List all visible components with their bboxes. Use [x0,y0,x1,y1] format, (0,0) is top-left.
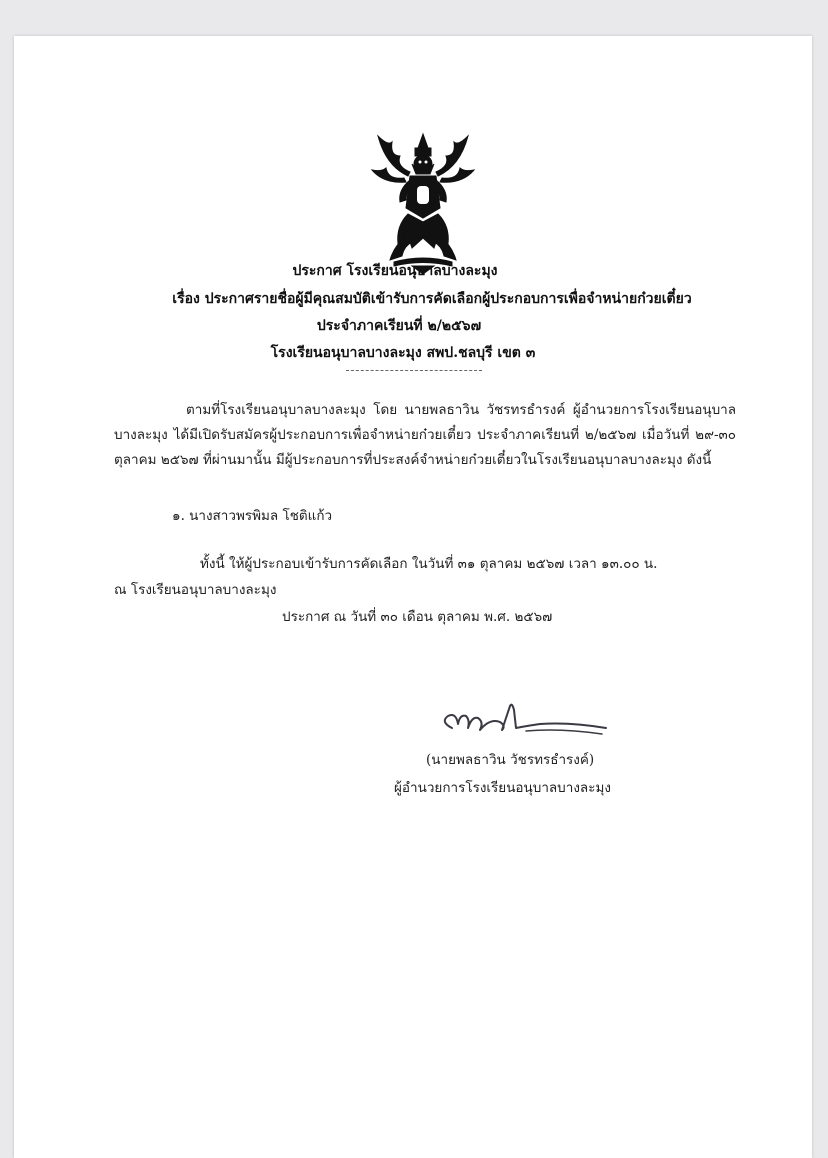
body-paragraph-text: ตามที่โรงเรียนอนุบาลบางละมุง โดย นายพลธาวิน วัชรทรธำรงค์ ผู้อำนวยการโรงเรียนอนุบาลบางละมุง ได้มีเปิดรับสมัครผู้ประกอบการเพื่อจำหน่ายก๋วยเตี๋ยว ประจำภาคเรียนที่ ๒/๒๕๖๗ เมื่อวันที่ ๒๙-๓๐ ตุลาคม ๒๕๖๗ ที่ผ่านมานั้น มีผู้ประกอบการที่ประสงค์จำหน่ายก๋วยเตี๋ยวในโรงเรียนอนุบาลบางละมุง ดังนี้ [114,402,736,468]
selection-notice: ทั้งนี้ ให้ผู้ประกอบเข้ารับการคัดเลือก ในวันที่ ๓๑ ตุลาคม ๒๕๖๗ เวลา ๑๓.๐๐ น. [200,556,658,572]
school-office-line: โรงเรียนอนุบาลบางละมุง สพป.ชลบุรี เขต ๓ [270,345,536,361]
document-page [14,36,812,1158]
signer-name: (นายพลธาวิน วัชรทรธำรงค์) [426,752,595,768]
announcement-date: ประกาศ ณ วันที่ ๓๐ เดือน ตุลาคม พ.ศ. ๒๕๖๗ [282,609,553,625]
header-divider [346,370,482,371]
garuda-emblem-icon [368,126,478,276]
body-paragraph [114,398,736,473]
signer-position: ผู้อำนวยการโรงเรียนอนุบาลบางละมุง [394,780,611,796]
announcement-subject: เรื่อง ประกาศรายชื่อผู้มีคุณสมบัติเข้ารับการคัดเลือกผู้ประกอบการเพื่อจำหน่ายก๋วยเตี๋ยว [172,291,692,307]
list-item: ๑. นางสาวพรพิมล โชติแก้ว [172,508,333,524]
announcement-title: ประกาศ โรงเรียนอนุบาลบางละมุง [292,263,498,279]
semester-line: ประจำภาคเรียนที่ ๒/๒๕๖๗ [316,318,482,334]
handwritten-signature [430,700,610,744]
selection-place: ณ โรงเรียนอนุบาลบางละมุง [114,582,277,598]
